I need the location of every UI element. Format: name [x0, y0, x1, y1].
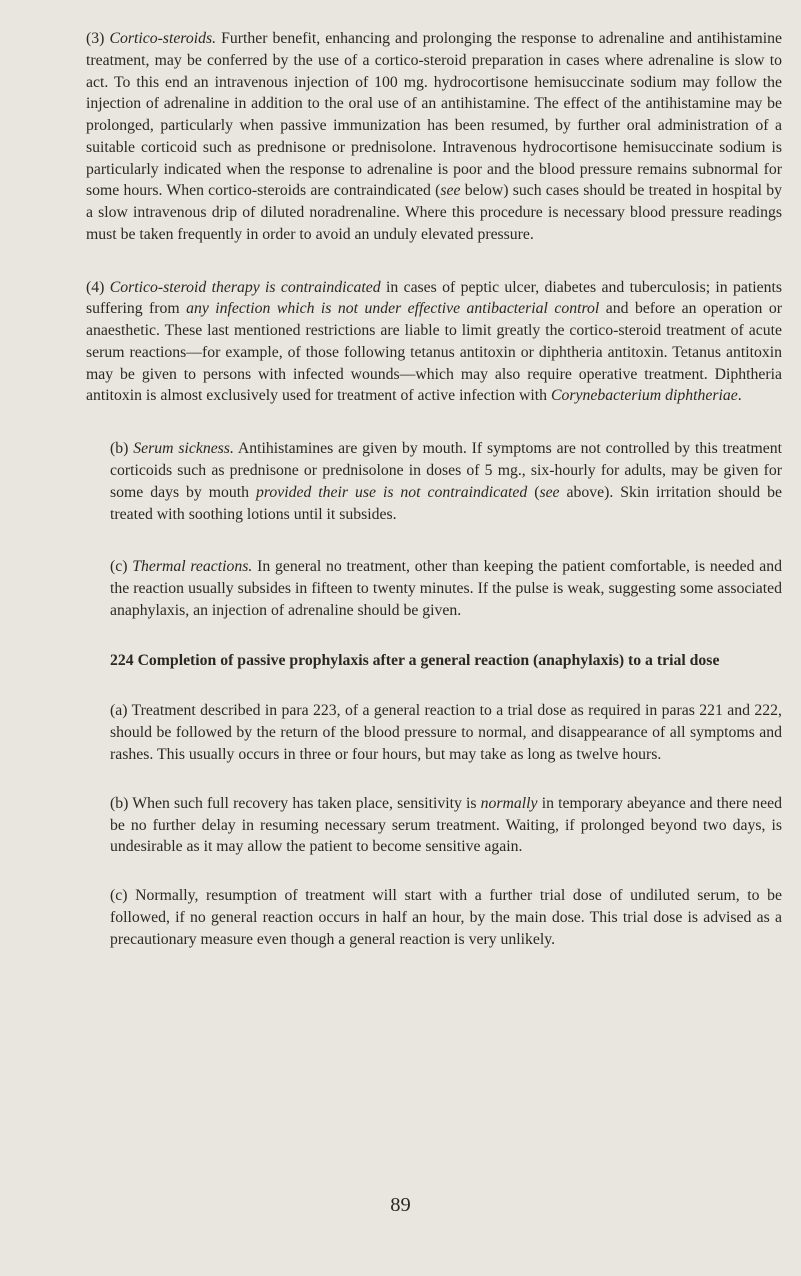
paragraph-text: Treatment described in para 223, of a general reaction to a trial dose as required in paras 221 and 222, should be followed by the return of the blood pressure to normal, and disappearance of all symptoms and rashes. This usually occurs in three or four hours, but may take as long as twelve hours. — [110, 702, 782, 763]
paragraph-text: In general no treatment, other than keeping the patient comfortable, is needed and the reaction usually subsides in fifteen to twenty minutes. If the pulse is weak, suggesting some associated anaphylaxis, an injection of adrenaline should be given. — [110, 558, 782, 619]
paragraph-title: Cortico-steroid therapy is contraindicated — [109, 278, 381, 296]
paragraph-text: above). Skin irritation should be treated with soothing lotions until it subsides. — [110, 483, 782, 523]
paragraph-text: Further benefit, enhancing and prolonging the response to adrenaline and antihistamine treatment, may be conferred by the use of a cortico-steroid preparation in cases where adrenaline is slow to act. To this end an intravenous injection of 100 mg. hydrocortisone hemisuccinate sodium may follow the injection of adrenaline in addition to the oral use of an antihistamine. The effect of the antihistamine may be prolonged, particularly when passive immunization has been resumed, by further oral administration of a suitable corticoid such as prednisone or prednisolone. Intravenous hydrocortisone hemisuccinate sodium is particularly indicated when the response to adrenaline is poor and the blood pressure remains subnormal for some hours. When cortico-steroids are contraindicated ( — [86, 30, 783, 200]
paragraph-a-treatment — [110, 700, 782, 765]
paragraph-text: Normally, resumption of treatment will start with a further trial dose of undiluted serum, to be followed, if no general reaction occurs in half an hour, by the main dose. This trial dose is advised as a precautionary measure even though a general reaction is very unlikely. — [110, 887, 782, 948]
paragraph-text: When such full recovery has taken place, sensitivity is — [128, 794, 481, 812]
paragraph-4-contraindications — [86, 277, 782, 408]
paragraph-label: (3) — [86, 30, 105, 47]
paragraph-label: (4) — [86, 278, 105, 296]
paragraph-text: . — [737, 387, 742, 405]
paragraph-text: and before an operation or anaesthetic. These last mentioned restrictions are liable to limit greatly the cortico-steroid treatment of acute serum reactions—for example, of those following tetanus antitoxin or diphtheria antitoxin. Tetanus antitoxin may be given to persons with infected wounds—which may also require operative treatment. Diphtheria antitoxin is almost exclusively used for treatment of active infection with — [86, 300, 782, 405]
paragraph-label: (c) — [110, 887, 128, 905]
paragraph-b-recovery — [110, 793, 782, 858]
see-reference: see — [539, 483, 560, 501]
paragraph-text-end: below) such cases should be treated in hospital by a slow intravenous drip of diluted noradrenaline. Where this procedure is necessary blood pressure readings must be taken frequently in order to avoid an unduly elevated pressure. — [86, 182, 782, 243]
paragraph-label: (a) — [110, 702, 128, 720]
paragraph-label: (b) — [110, 440, 129, 458]
see-reference: see — [440, 182, 461, 200]
paragraph-b-serum-sickness — [110, 438, 782, 525]
paragraph-text: in temporary abeyance and there need be no further delay in resuming necessary serum treatment. Waiting, if prolonged beyond two days, is undesirable as it may allow the patient to become sensitive again. — [110, 794, 782, 856]
paragraph-title: Cortico-steroids. — [109, 30, 217, 47]
paragraph-title: Serum sickness. — [133, 440, 234, 458]
paragraph-label: (c) — [110, 558, 128, 576]
section-heading-224: 224 Completion of passive prophylaxis after a general reaction (anaphylaxis) to a trial dose — [110, 652, 720, 670]
page-number: 89 — [390, 1194, 411, 1216]
paragraph-label: (b) — [110, 794, 129, 812]
paragraph-c-resumption — [110, 885, 782, 950]
organism-name: Corynebacterium diphtheriae — [550, 387, 738, 405]
paragraph-text: in cases of peptic ulcer, diabetes and tuberculosis; in patients suffering from — [86, 278, 782, 318]
paragraph-italic: normally — [480, 794, 538, 812]
paragraph-italic: any infection which is not under effective antibacterial control — [186, 300, 600, 318]
paragraph-text: Antihistamines are given by mouth. If symptoms are not controlled by this treatment corticoids such as prednisone or prednisolone in doses of 5 mg., six-hourly for adults, may be given for some days by mouth — [110, 440, 783, 501]
paragraph-text: ( — [527, 483, 540, 501]
paragraph-3-corticosteroids — [86, 28, 783, 246]
paragraph-c-thermal-reactions — [110, 556, 782, 621]
paragraph-title: Thermal reactions. — [132, 558, 253, 576]
paragraph-italic: provided their use is not contraindicated — [255, 483, 528, 501]
